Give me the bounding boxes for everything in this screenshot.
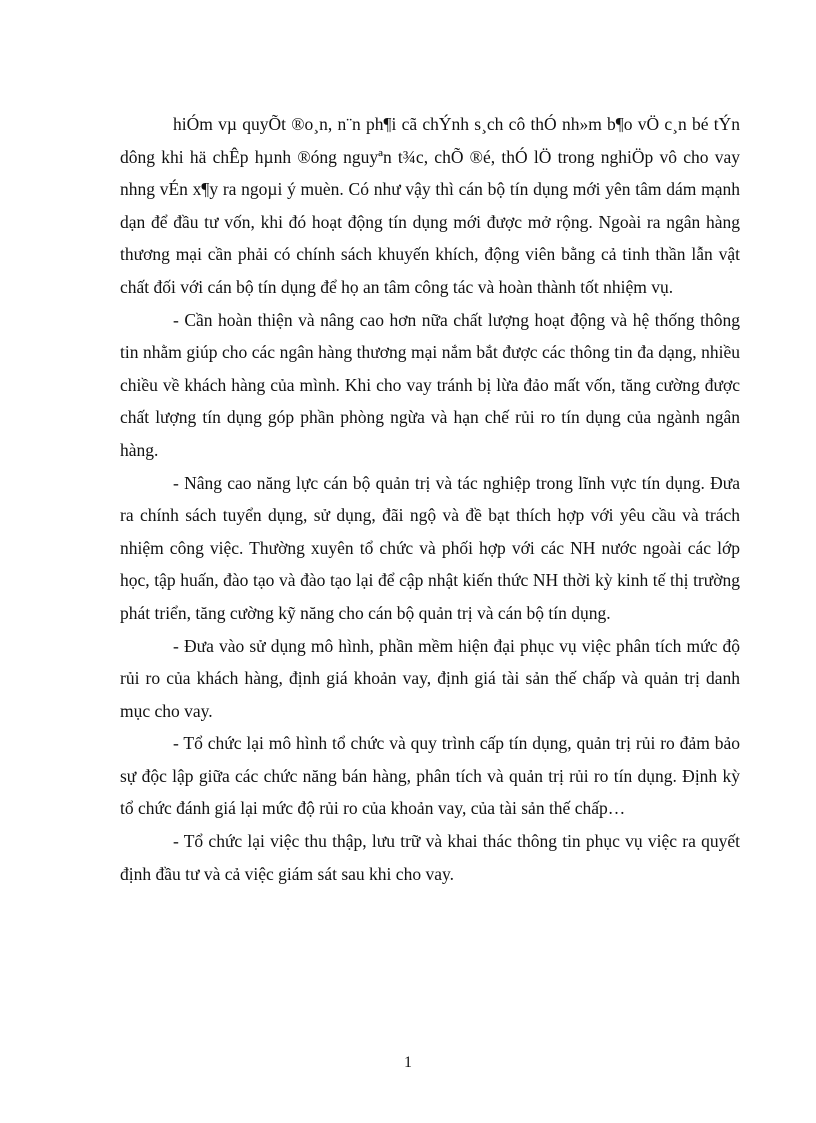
paragraph-4: - Đưa vào sử dụng mô hình, phần mềm hiện đại phục vụ việc phân tích mức độ rủi ro của khách hàng, định giá khoản vay, định giá tài sản thế chấp và quản trị danh mục cho vay. xyxy=(120,635,740,721)
paragraph-1: hiÓm vµ quyÕt ®o¸n, n¨n ph¶i cã chÝnh s¸ch cô thÓ nh»m b¶o vÖ c¸n bé tÝn dông khi hä chÊp hµnh ®óng nguyªn t¾c, chÕ ®é, thÓ lÖ trong nghiÖp vô cho vay nhng vÉn x¶y ra ngoµi ý muèn. Có như vậy thì cán bộ tín dụng mới yên tâm dám mạnh dạn để đầu tư vốn, khi đó hoạt động tín dụng mới được mở rộng. Ngoài ra ngân hàng thương mại cần phải có chính sách khuyến khích, động viên bằng cả tinh thần lẫn vật chất đối với cán bộ tín dụng để họ an tâm công tác và hoàn thành tốt nhiệm vụ. xyxy=(120,114,740,297)
page-number: 1 xyxy=(404,1054,412,1071)
paragraph-2: - Cần hoàn thiện và nâng cao hơn nữa chất lượng hoạt động và hệ thống thông tin nhằm giúp cho các ngân hàng thương mại nắm bắt được các thông tin đa dạng, nhiều chiều về khách hàng của mình. Khi cho vay tránh bị lừa đảo mất vốn, tăng cường được chất lượng tín dụng góp phần phòng ngừa và hạn chế rủi ro tín dụng của ngành ngân hàng. xyxy=(120,309,740,460)
paragraph-3: - Nâng cao năng lực cán bộ quản trị và tác nghiệp trong lĩnh vực tín dụng. Đưa ra chính sách tuyển dụng, sử dụng, đãi ngộ và đề bạt thích hợp với yêu cầu và trách nhiệm công việc. Thường xuyên tổ chức và phối hợp với các NH nước ngoài các lớp học, tập huấn, đào tạo và đào tạo lại để cập nhật kiến thức NH thời kỳ kinh tế thị trường phát triển, tăng cường kỹ năng cho cán bộ quản trị và cán bộ tín dụng. xyxy=(120,472,740,623)
paragraph-5: - Tổ chức lại mô hình tổ chức và quy trình cấp tín dụng, quản trị rủi ro đảm bảo sự độc lập giữa các chức năng bán hàng, phân tích và quản trị rủi ro tín dụng. Định kỳ tổ chức đánh giá lại mức độ rủi ro của khoản vay, của tài sản thế chấp… xyxy=(120,733,740,819)
body-text xyxy=(120,108,740,890)
paragraph-6: - Tổ chức lại việc thu thập, lưu trữ và khai thác thông tin phục vụ việc ra quyết định đầu tư và cả việc giám sát sau khi cho vay. xyxy=(120,831,740,884)
